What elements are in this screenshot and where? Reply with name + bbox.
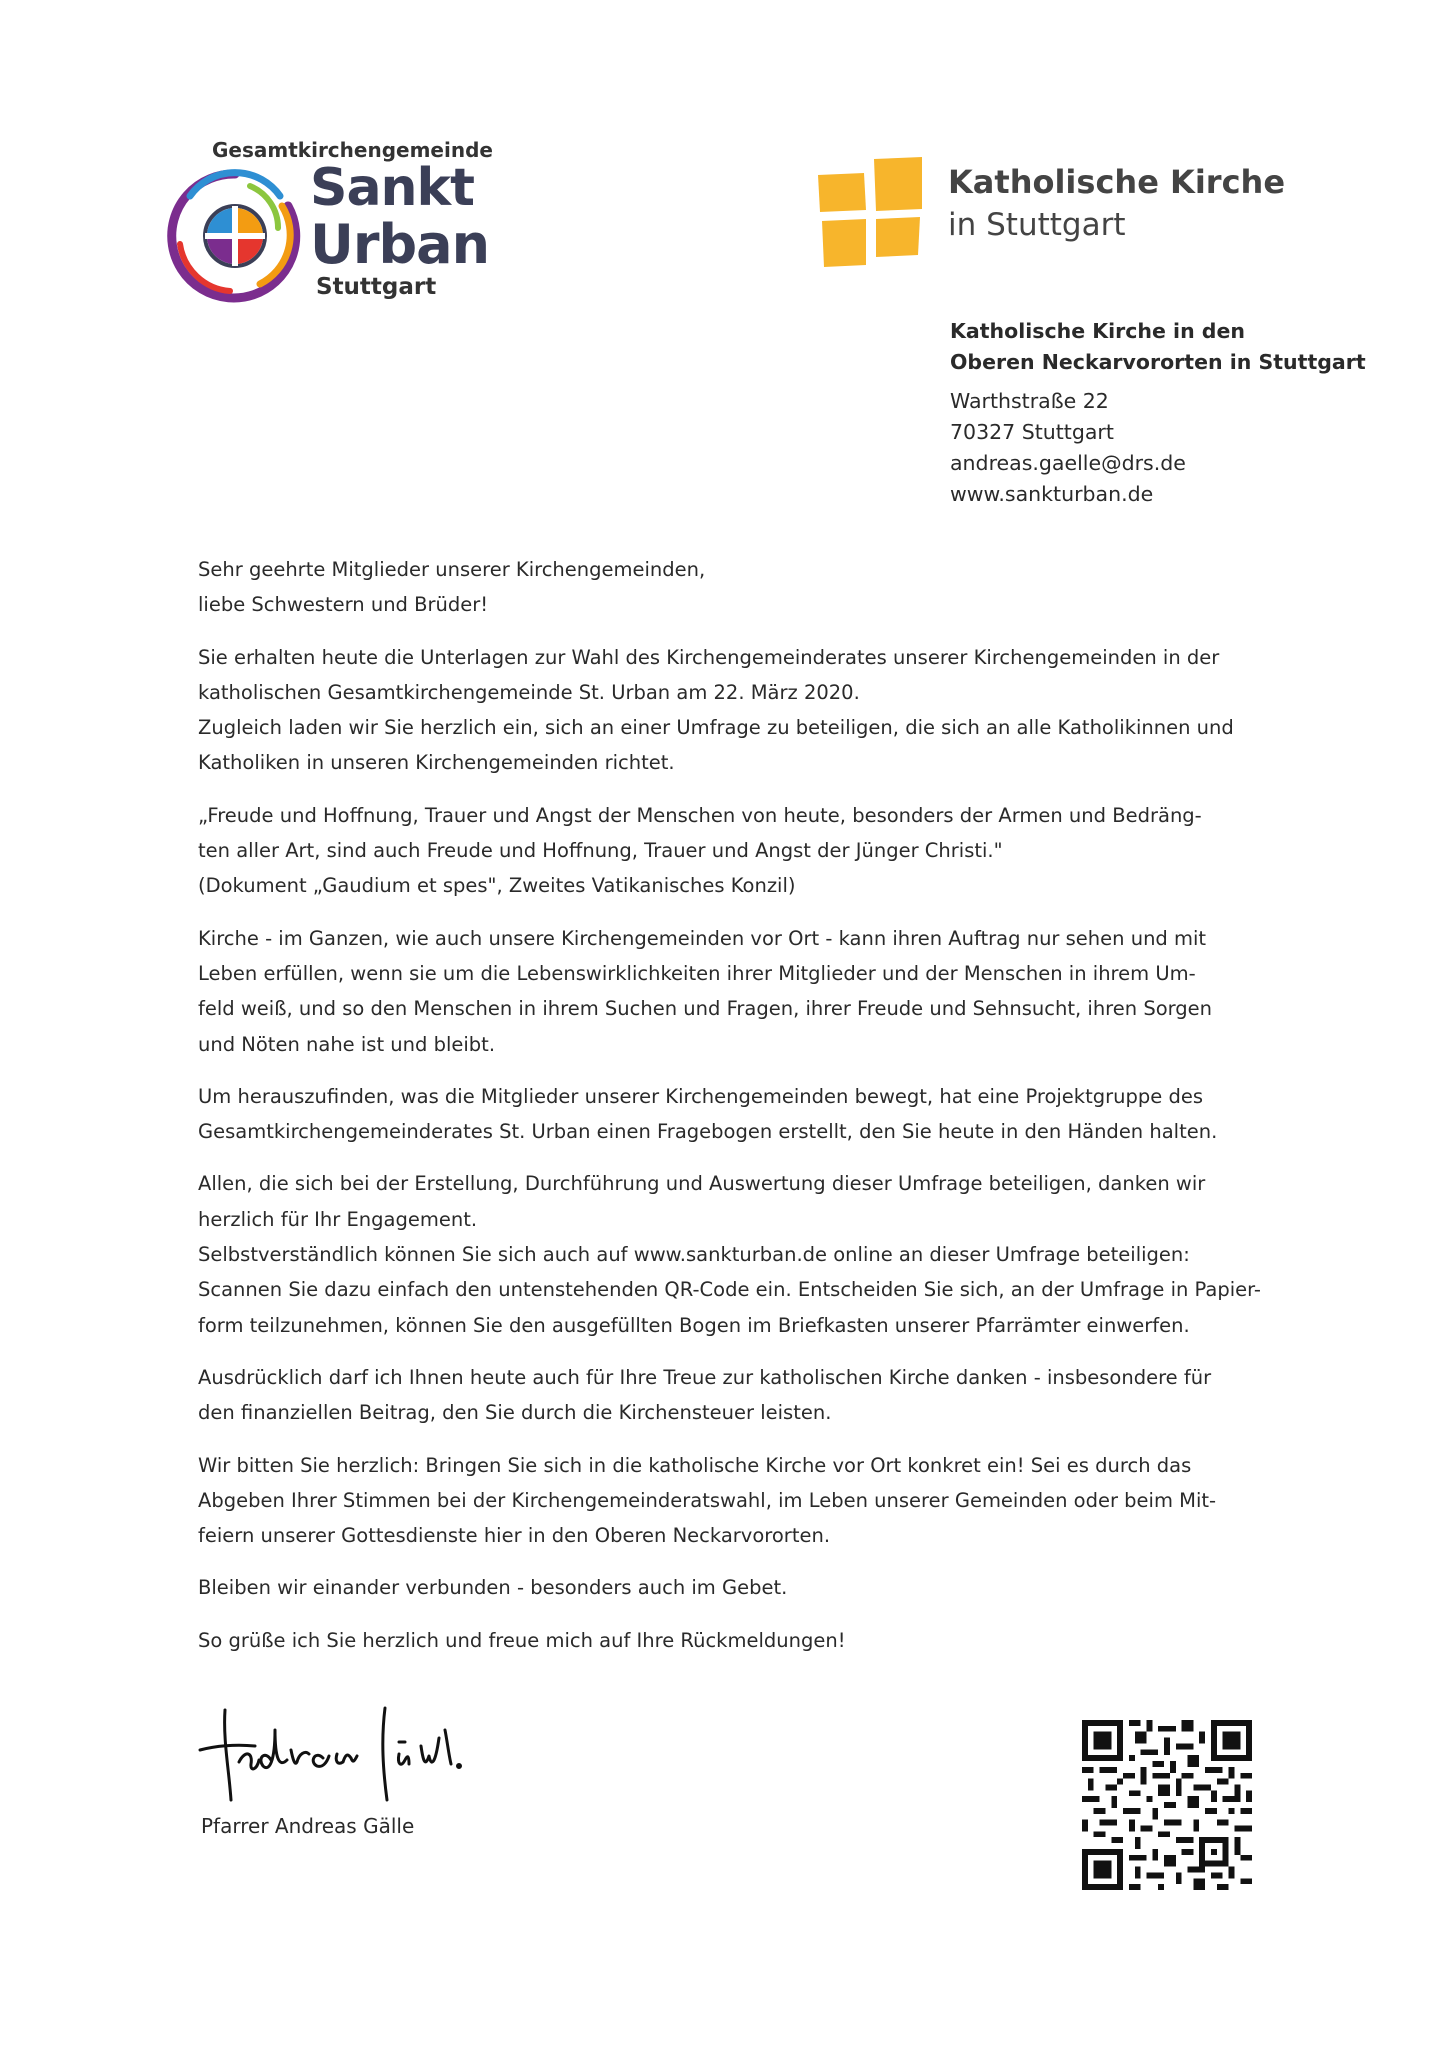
- paragraph-line: ten aller Art, sind auch Freude und Hoffnung, Trauer und Angst der Jünger Christi.": [198, 839, 1003, 863]
- paragraph-3: [198, 921, 1278, 1062]
- paragraph-line: „Freude und Hoffnung, Trauer und Angst der Menschen von heute, besonders der Armen und Bedräng-: [198, 803, 1202, 827]
- paragraph-line: Scannen Sie dazu einfach den untenstehenden QR-Code ein. Entscheiden Sie sich, an der Umfrage in Papier-: [198, 1278, 1261, 1302]
- address-email: andreas.gaelle@drs.de: [950, 451, 1186, 475]
- logo-kicker: Gesamtkirchengemeinde: [212, 138, 493, 162]
- paragraph-9-closing: [198, 1623, 1278, 1658]
- salutation-line: Sehr geehrte Mitglieder unserer Kirchengemeinden,: [198, 558, 706, 581]
- paragraph-line: Selbstverständlich können Sie sich auch auf www.sankturban.de online an dieser Umfrage beteiligen:: [198, 1243, 1190, 1267]
- address-street: Warthstraße 22: [950, 389, 1109, 413]
- paragraph-4: [198, 1079, 1278, 1150]
- paragraph-6: [198, 1360, 1278, 1431]
- katholische-kirche-logo: [818, 155, 1298, 275]
- paragraph-1: [198, 640, 1278, 781]
- paragraph-line: Ausdrücklich darf ich Ihnen heute auch für Ihre Treue zur katholischen Kirche danken - insbesondere für: [198, 1365, 1212, 1389]
- address-org-line2: Oberen Neckarvororten in Stuttgart: [950, 350, 1366, 374]
- paragraph-line: Gesamtkirchengemeinderates St. Urban einen Fragebogen erstellt, den Sie heute in den Händen halten.: [198, 1120, 1218, 1144]
- paragraph-line: Katholiken in unseren Kirchengemeinden richtet.: [198, 751, 675, 775]
- paragraph-line: den finanziellen Beitrag, den Sie durch die Kirchensteuer leisten.: [198, 1401, 832, 1425]
- salutation-line: liebe Schwestern und Brüder!: [198, 593, 489, 617]
- sankt-urban-logo: [160, 138, 520, 308]
- paragraph-7: [198, 1448, 1278, 1554]
- paragraph-line: Wir bitten Sie herzlich: Bringen Sie sich in die katholische Kirche vor Ort konkret ein! Sei es durch das: [198, 1453, 1192, 1477]
- paragraph-line: feld weiß, und so den Menschen in ihrem Suchen und Fragen, ihrer Freude und Sehnsucht, ihren Sorgen: [198, 997, 1213, 1021]
- paragraph-line: (Dokument „Gaudium et spes", Zweites Vatikanisches Konzil): [198, 874, 796, 898]
- signature-name: Pfarrer Andreas Gälle: [201, 1814, 415, 1838]
- paragraph-line: Zugleich laden wir Sie herzlich ein, sich an einer Umfrage zu beteiligen, die sich an alle Katholikinnen und: [198, 716, 1234, 740]
- logo-title-line2: in Stuttgart: [948, 207, 1126, 243]
- paragraph-line: feiern unserer Gottesdienste hier in den Oberen Neckarvororten.: [198, 1524, 831, 1548]
- letter-body: [198, 552, 1278, 1658]
- handwritten-signature: [195, 1700, 485, 1810]
- paragraph-5: [198, 1166, 1278, 1342]
- address-org-line1: Katholische Kirche in den: [950, 319, 1245, 343]
- paragraph-line: So grüße ich Sie herzlich und freue mich auf Ihre Rückmeldungen!: [198, 1628, 846, 1652]
- sender-address: [950, 316, 1366, 510]
- paragraph-line: katholischen Gesamtkirchengemeinde St. Urban am 22. März 2020.: [198, 680, 860, 704]
- paragraph-8: [198, 1570, 1278, 1605]
- salutation: [198, 552, 1278, 623]
- paragraph-line: Kirche - im Ganzen, wie auch unsere Kirchengemeinden vor Ort - kann ihren Auftrag nur sehen und mit: [198, 926, 1207, 950]
- address-city: 70327 Stuttgart: [950, 420, 1114, 444]
- paragraph-line: Bleiben wir einander verbunden - besonders auch im Gebet.: [198, 1576, 788, 1600]
- yellow-cross-icon: [818, 155, 938, 275]
- sankt-urban-emblem-icon: [160, 166, 310, 306]
- logo-name-sankt: Sankt: [310, 158, 474, 218]
- address-web: www.sankturban.de: [950, 482, 1154, 506]
- paragraph-2-quote: [198, 798, 1278, 904]
- paragraph-line: Abgeben Ihrer Stimmen bei der Kirchengemeinderatswahl, im Leben unserer Gemeinden oder beim Mit-: [198, 1488, 1217, 1512]
- logo-title-line1: Katholische Kirche: [948, 163, 1286, 201]
- paragraph-line: Allen, die sich bei der Erstellung, Durchführung und Auswertung dieser Umfrage beteiligen, danken wir: [198, 1172, 1206, 1196]
- qr-code-icon[interactable]: [1082, 1720, 1252, 1890]
- paragraph-line: Leben erfüllen, wenn sie um die Lebenswirklichkeiten ihrer Mitglieder und der Menschen in ihrem Um-: [198, 961, 1196, 985]
- paragraph-line: form teilzunehmen, können Sie den ausgefüllten Bogen im Briefkasten unserer Pfarrämter einwerfen.: [198, 1313, 1190, 1337]
- paragraph-line: herzlich für Ihr Engagement.: [198, 1207, 478, 1231]
- paragraph-line: Um herauszufinden, was die Mitglieder unserer Kirchengemeinden bewegt, hat eine Projektgruppe des: [198, 1084, 1203, 1108]
- logo-name-urban: Urban: [310, 213, 490, 276]
- paragraph-line: und Nöten nahe ist und bleibt.: [198, 1032, 496, 1056]
- paragraph-line: Sie erhalten heute die Unterlagen zur Wahl des Kirchengemeinderates unserer Kirchengemeinden in der: [198, 645, 1220, 669]
- logo-city: Stuttgart: [316, 274, 437, 300]
